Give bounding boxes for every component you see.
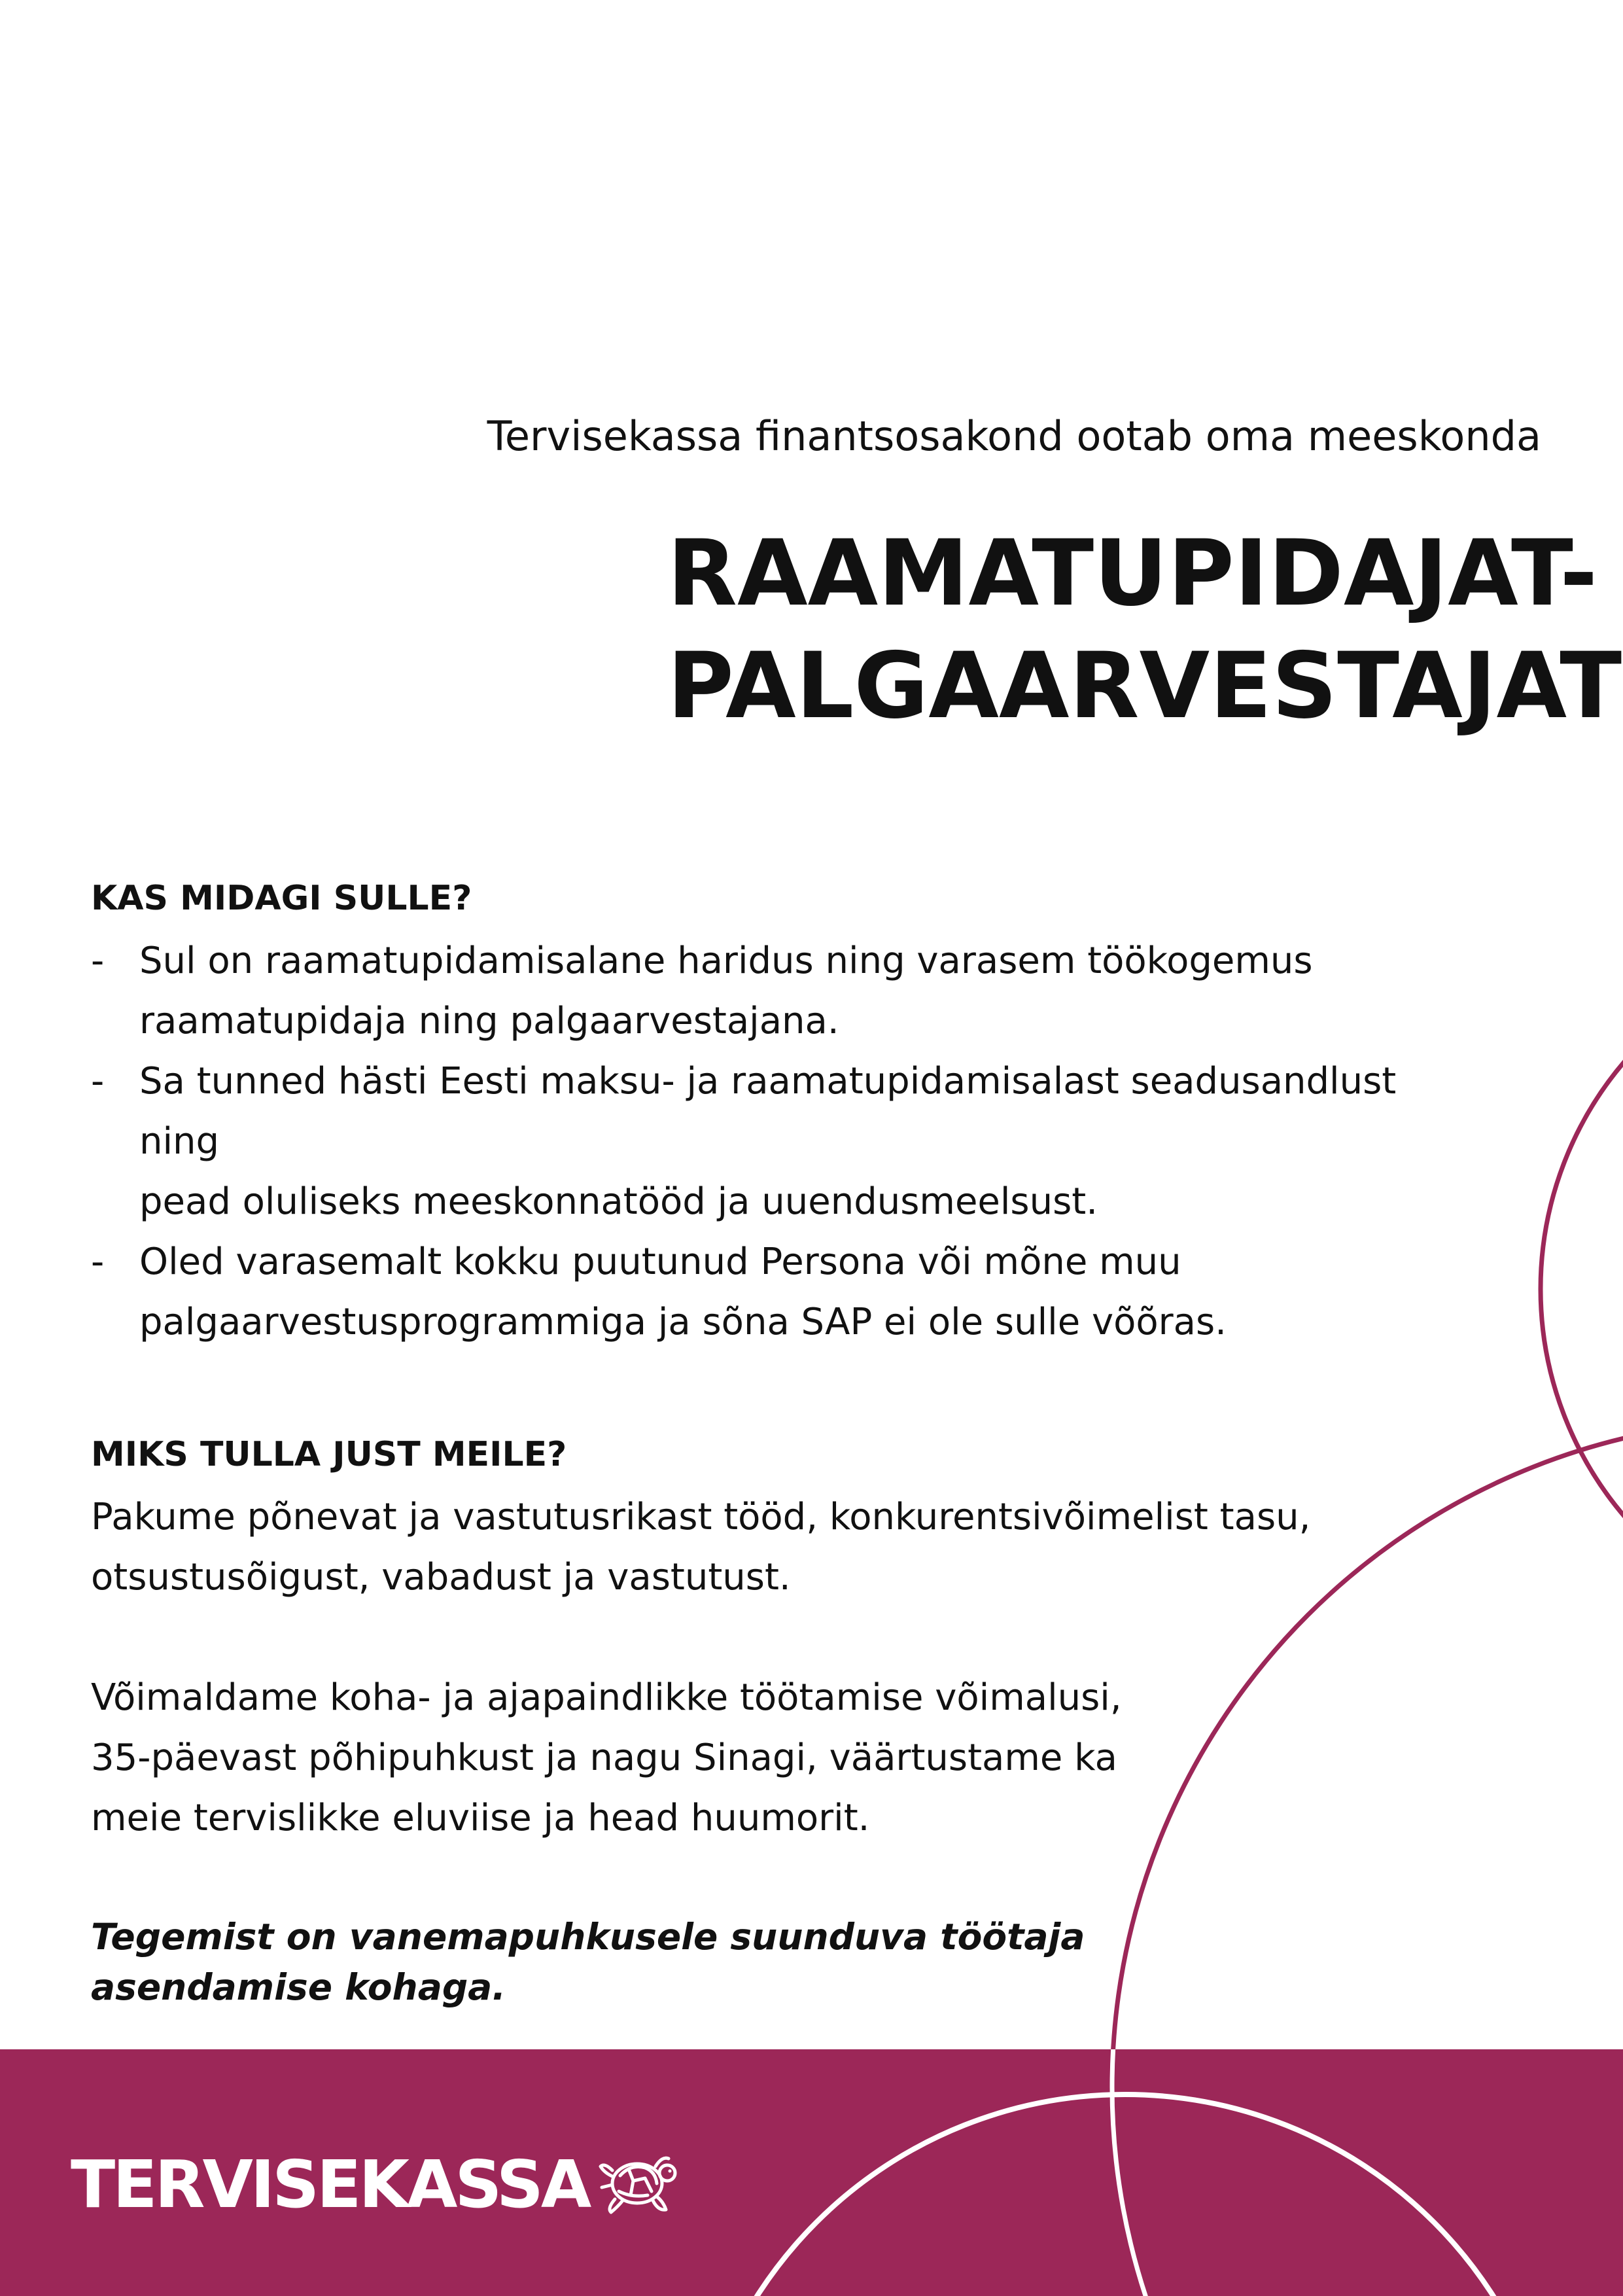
position-note (91, 1912, 1138, 2013)
logo-wordmark: TERVISEKASSA (71, 2146, 589, 2223)
job-title-line-1: RAAMATUPIDAJAT- (667, 520, 1598, 626)
list-item-line: raamatupidaja ning palgaarvestajana. (139, 1000, 839, 1042)
bullet-marker: - (91, 1060, 105, 1103)
turtle-icon (593, 2138, 684, 2232)
section-heading-requirements: KAS MIDAGI SULLE? (91, 879, 472, 918)
footer-logo (71, 2138, 684, 2232)
intro-text: Tervisekassa finantsosakond ootab oma meeskonda (487, 412, 1541, 460)
list-item (91, 1051, 1487, 1232)
main-content (91, 874, 1491, 2013)
bullet-marker: - (91, 940, 105, 982)
list-item (91, 931, 1487, 1051)
paragraph-line: Võimaldame koha- ja ajapaindlikke töötamise võimalusi, (91, 1676, 1122, 1719)
section-heading-benefits: MIKS TULLA JUST MEILE? (91, 1435, 567, 1474)
list-item (91, 1232, 1487, 1352)
list-item-line: Sa tunned hästi Eesti maksu- ja raamatupidamisalast seadusandlust ning (139, 1060, 1397, 1163)
note-line: asendamise kohaga. (91, 1966, 506, 2008)
list-item-line: Oled varasemalt kokku puutunud Persona või mõne muu (139, 1241, 1181, 1283)
job-title (667, 517, 1622, 742)
list-item-line: pead oluliseks meeskonnatööd ja uuendusmeelsust. (139, 1180, 1098, 1223)
benefits-paragraph-1 (91, 1487, 1367, 1608)
note-line: Tegemist on vanemapuhkusele suunduva töötaja (91, 1916, 1085, 1958)
requirements-list (91, 931, 1491, 1352)
paragraph-line: otsustusõigust, vabadust ja vastutust. (91, 1556, 791, 1598)
list-item-line: palgaarvestusprogrammiga ja sõna SAP ei ole sulle võõras. (139, 1301, 1227, 1343)
benefits-paragraph-2 (91, 1668, 1236, 1848)
job-title-line-2: PALGAARVESTAJAT (667, 633, 1622, 739)
decorative-circle-top-right (1541, 939, 1623, 1639)
bullet-marker: - (91, 1241, 105, 1283)
list-item-line: Sul on raamatupidamisalane haridus ning varasem töökogemus (139, 940, 1313, 982)
paragraph-line: 35-päevast põhipuhkust ja nagu Sinagi, väärtustame ka (91, 1737, 1117, 1779)
paragraph-line: Pakume põnevat ja vastutusrikast tööd, konkurentsivõimelist tasu, (91, 1496, 1311, 1538)
paragraph-line: meie tervislikke eluviise ja head huumorit. (91, 1797, 870, 1839)
